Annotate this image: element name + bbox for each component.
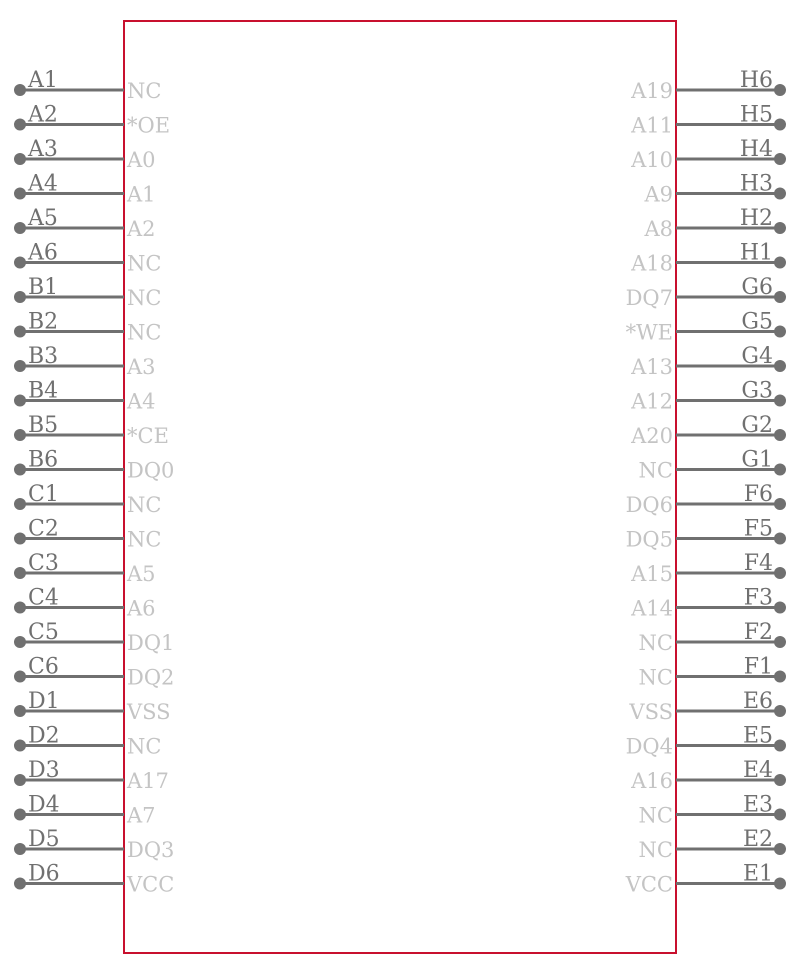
right-pin-group — [625, 68, 786, 897]
pin-name: NC — [127, 734, 162, 759]
pin-endpoint-dot — [14, 498, 26, 510]
pin-A4 — [14, 172, 156, 207]
pin-H2 — [643, 206, 786, 241]
pin-endpoint-dot — [774, 602, 786, 614]
pin-name: DQ6 — [625, 493, 673, 517]
pin-number: C5 — [28, 620, 59, 645]
pin-endpoint-dot — [14, 774, 26, 786]
pin-name: A2 — [127, 217, 156, 241]
pin-name: A14 — [631, 596, 673, 621]
pin-endpoint-dot — [14, 119, 26, 131]
pin-name: DQ2 — [127, 665, 175, 690]
pin-number: E3 — [742, 792, 773, 818]
pin-endpoint-dot — [774, 705, 786, 717]
pin-name: A0 — [127, 148, 156, 172]
pin-endpoint-dot — [774, 843, 786, 855]
pin-E5 — [626, 724, 786, 759]
pin-endpoint-dot — [774, 257, 786, 269]
pin-name: A12 — [631, 389, 673, 414]
pin-endpoint-dot — [774, 84, 786, 96]
pin-B4 — [14, 379, 156, 414]
pin-number: A3 — [28, 137, 58, 162]
pin-number: F1 — [743, 654, 773, 680]
pin-name: A15 — [631, 562, 673, 586]
pin-A3 — [14, 137, 156, 172]
pin-name: VSS — [629, 700, 673, 724]
pin-endpoint-dot — [14, 671, 26, 683]
pin-name: A1 — [127, 182, 156, 207]
pin-name: VCC — [625, 872, 673, 897]
left-pin-group — [14, 68, 174, 897]
pin-endpoint-dot — [14, 705, 26, 717]
pin-name: A16 — [631, 769, 673, 793]
pin-number: E6 — [742, 689, 773, 714]
pin-endpoint-dot — [14, 636, 26, 648]
pin-name: NC — [638, 458, 673, 483]
pin-number: E1 — [742, 861, 773, 887]
pin-name: A5 — [127, 562, 156, 586]
pin-number: H2 — [739, 206, 773, 231]
pin-name: NC — [638, 803, 673, 828]
pin-B6 — [14, 448, 174, 483]
pin-endpoint-dot — [774, 291, 786, 303]
pin-number: C1 — [28, 482, 59, 507]
pin-A6 — [14, 241, 161, 276]
pin-number: G2 — [741, 413, 773, 438]
pin-C6 — [14, 655, 174, 690]
pin-E3 — [639, 793, 786, 828]
pin-name: A4 — [127, 389, 156, 414]
pin-number: E5 — [742, 723, 773, 749]
pin-name: VSS — [127, 700, 171, 724]
pin-F4 — [630, 551, 786, 586]
pin-endpoint-dot — [14, 878, 26, 890]
pin-G5 — [626, 310, 786, 345]
pin-endpoint-dot — [774, 188, 786, 200]
pin-endpoint-dot — [14, 429, 26, 441]
pin-number: E4 — [742, 758, 773, 783]
pin-endpoint-dot — [14, 291, 26, 303]
pin-endpoint-dot — [774, 809, 786, 821]
pin-endpoint-dot — [14, 153, 26, 165]
pin-number: F3 — [743, 585, 773, 611]
pin-name: A6 — [127, 596, 156, 621]
pin-D6 — [14, 862, 174, 897]
pin-number: D4 — [28, 792, 60, 818]
pin-name: A10 — [631, 148, 673, 172]
pin-name: A9 — [644, 182, 673, 207]
pin-name: DQ5 — [625, 527, 673, 552]
pin-endpoint-dot — [774, 464, 786, 476]
pin-number: G4 — [741, 344, 773, 369]
pin-number: C6 — [28, 654, 59, 680]
pin-endpoint-dot — [774, 774, 786, 786]
pin-number: D2 — [28, 723, 60, 749]
pin-B1 — [14, 275, 161, 310]
pin-number: F4 — [743, 551, 773, 576]
pin-H5 — [630, 103, 786, 138]
pin-endpoint-dot — [774, 878, 786, 890]
pin-A5 — [14, 206, 156, 241]
pin-endpoint-dot — [14, 843, 26, 855]
pin-name: NC — [127, 493, 162, 517]
pin-number: B1 — [28, 275, 59, 300]
pin-endpoint-dot — [774, 671, 786, 683]
pin-number: B3 — [28, 344, 59, 369]
pin-number: A5 — [28, 206, 58, 231]
pin-E4 — [630, 758, 786, 793]
pin-endpoint-dot — [774, 119, 786, 131]
pin-endpoint-dot — [14, 740, 26, 752]
pin-number: F2 — [743, 620, 773, 645]
pin-name: NC — [638, 631, 673, 655]
pin-name: A19 — [631, 79, 673, 103]
pin-endpoint-dot — [14, 257, 26, 269]
pin-name: DQ1 — [127, 631, 175, 655]
pin-name: DQ3 — [127, 838, 175, 862]
pin-number: A4 — [28, 171, 58, 197]
pin-name: DQ4 — [625, 734, 673, 759]
pin-endpoint-dot — [14, 602, 26, 614]
pin-endpoint-dot — [774, 429, 786, 441]
pin-endpoint-dot — [774, 222, 786, 234]
pin-F3 — [630, 586, 786, 621]
pin-F5 — [626, 517, 786, 552]
pin-name: *CE — [127, 424, 169, 448]
pin-name: NC — [127, 320, 162, 345]
pin-name: NC — [127, 286, 162, 310]
pin-number: B2 — [28, 309, 59, 335]
pin-H4 — [630, 137, 786, 172]
pin-endpoint-dot — [774, 498, 786, 510]
pin-endpoint-dot — [14, 188, 26, 200]
ic-body-outline — [124, 21, 676, 953]
pin-H3 — [643, 172, 786, 207]
pin-endpoint-dot — [774, 395, 786, 407]
pin-endpoint-dot — [14, 809, 26, 821]
pin-endpoint-dot — [14, 464, 26, 476]
pin-name: VCC — [127, 872, 175, 897]
pin-endpoint-dot — [14, 222, 26, 234]
pin-number: D3 — [28, 758, 60, 783]
pin-number: F6 — [743, 482, 773, 507]
pin-endpoint-dot — [774, 636, 786, 648]
pin-number: B6 — [28, 447, 59, 473]
pin-G1 — [639, 448, 786, 483]
pin-number: B5 — [28, 413, 59, 438]
pin-name: DQ0 — [127, 458, 175, 483]
pin-endpoint-dot — [14, 533, 26, 545]
pin-number: B4 — [28, 378, 59, 404]
pin-G6 — [626, 275, 786, 310]
pin-name: NC — [127, 79, 162, 103]
pin-name: NC — [638, 665, 673, 690]
pin-E1 — [625, 862, 786, 897]
pin-D3 — [14, 758, 169, 793]
pin-number: C2 — [28, 516, 59, 542]
pin-number: D5 — [28, 827, 60, 852]
pin-number: G3 — [741, 378, 773, 404]
pin-E6 — [628, 689, 786, 724]
pin-name: A20 — [631, 424, 673, 448]
pin-number: A1 — [28, 68, 58, 93]
pin-G3 — [630, 379, 786, 414]
pin-name: A13 — [631, 355, 673, 379]
pin-number: A2 — [28, 102, 58, 128]
pin-number: G6 — [741, 275, 773, 300]
pin-E2 — [639, 827, 786, 862]
pin-endpoint-dot — [774, 740, 786, 752]
pin-endpoint-dot — [14, 567, 26, 579]
pin-A1 — [14, 68, 161, 103]
pin-number: A6 — [28, 240, 58, 266]
pin-name: DQ7 — [625, 286, 673, 310]
pin-F1 — [639, 655, 786, 690]
pin-G4 — [630, 344, 786, 379]
pin-name: NC — [127, 527, 162, 552]
pin-H6 — [630, 68, 786, 103]
pin-D5 — [14, 827, 174, 862]
pin-endpoint-dot — [14, 360, 26, 372]
pin-A2 — [14, 103, 170, 138]
pin-C3 — [14, 551, 156, 586]
pin-name: NC — [127, 251, 162, 276]
pin-endpoint-dot — [774, 326, 786, 338]
pin-name: A11 — [631, 113, 673, 138]
pin-C2 — [14, 517, 161, 552]
pin-number: F5 — [743, 516, 773, 542]
pin-number: C3 — [28, 551, 59, 576]
pin-number: D6 — [28, 861, 60, 887]
pin-number: G1 — [741, 447, 773, 473]
pin-C1 — [14, 482, 161, 517]
pin-D4 — [14, 793, 156, 828]
pin-number: D1 — [28, 689, 60, 714]
pin-number: H6 — [739, 68, 773, 93]
pin-name: *OE — [127, 113, 171, 138]
pin-endpoint-dot — [774, 153, 786, 165]
pin-number: G5 — [741, 309, 773, 335]
pin-name: NC — [638, 838, 673, 862]
pin-number: H5 — [739, 102, 773, 128]
pin-name: A7 — [127, 803, 156, 828]
pin-endpoint-dot — [14, 84, 26, 96]
pin-name: A17 — [127, 769, 169, 793]
pin-endpoint-dot — [774, 360, 786, 372]
pin-name: A18 — [631, 251, 673, 276]
pin-C5 — [14, 620, 174, 655]
pin-D2 — [14, 724, 161, 759]
pin-name: A3 — [127, 355, 156, 379]
pin-B5 — [14, 413, 169, 448]
pin-G2 — [630, 413, 786, 448]
pin-B3 — [14, 344, 156, 379]
pin-F6 — [626, 482, 786, 517]
pin-endpoint-dot — [774, 567, 786, 579]
pin-number: H1 — [739, 240, 773, 266]
pin-H1 — [630, 241, 786, 276]
pin-endpoint-dot — [14, 395, 26, 407]
pin-F2 — [639, 620, 786, 655]
pin-name: *WE — [625, 320, 673, 345]
pin-endpoint-dot — [774, 533, 786, 545]
pin-endpoint-dot — [14, 326, 26, 338]
pin-name: A8 — [644, 217, 673, 241]
pin-number: H3 — [739, 171, 773, 197]
pin-number: C4 — [28, 585, 59, 611]
pin-number: H4 — [739, 137, 773, 162]
pin-B2 — [14, 310, 161, 345]
pin-number: E2 — [742, 827, 773, 852]
pin-C4 — [14, 586, 156, 621]
pin-D1 — [14, 689, 171, 724]
